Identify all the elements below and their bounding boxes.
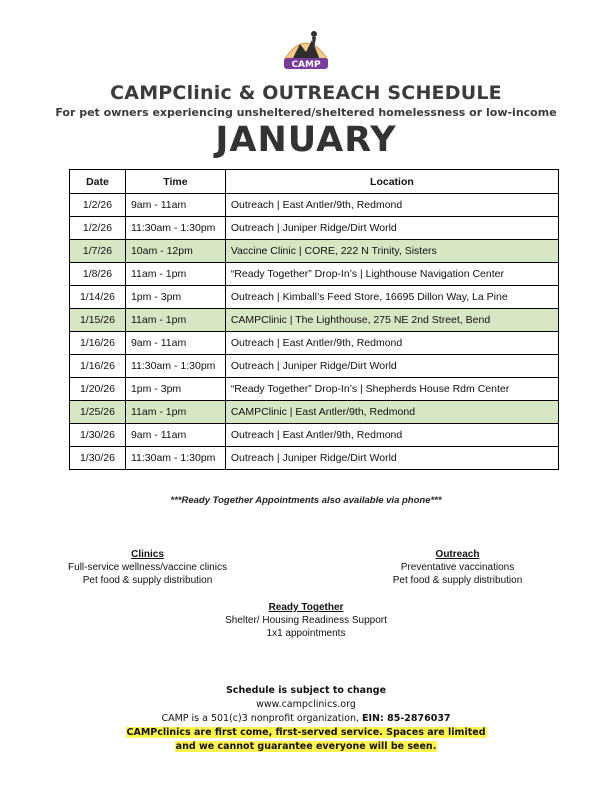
cell-date: 1/30/26 [70,447,126,470]
cell-time: 11:30am - 1:30pm [125,217,225,240]
table-row [70,240,559,263]
cell-location: Outreach | Juniper Ridge/Dirt World [225,355,558,378]
cell-location: Outreach | East Antler/9th, Redmond [225,194,558,217]
clinics-line: Pet food & supply distribution [82,575,213,586]
logo-text: CAMP [291,60,321,70]
cell-location: Outreach | Juniper Ridge/Dirt World [225,217,558,240]
website-link[interactable]: www.campclinics.org [256,699,356,710]
column-header-date: Date [70,170,126,194]
month-heading: JANUARY [215,120,397,160]
cell-date: 1/30/26 [70,424,126,447]
cell-time: 9am - 11am [125,332,225,355]
camp-logo [278,24,334,76]
outreach-section [355,548,560,587]
table-row [70,401,559,424]
cell-location: CAMPClinic | The Lighthouse, 275 NE 2nd Street, Bend [225,309,558,332]
cell-date: 1/16/26 [70,332,126,355]
cell-location: Outreach | Juniper Ridge/Dirt World [225,447,558,470]
cell-date: 1/20/26 [70,378,126,401]
schedule-table [69,169,559,470]
cell-location: Outreach | East Antler/9th, Redmond [225,332,558,355]
column-header-location: Location [225,170,558,194]
clinics-section [40,548,255,587]
cell-time: 11:30am - 1:30pm [125,447,225,470]
cell-time: 9am - 11am [125,194,225,217]
table-row [70,194,559,217]
clinics-line: Full-service wellness/vaccine clinics [68,562,227,573]
cell-location: Outreach | Kimball’s Feed Store, 16695 Dillon Way, La Pine [225,286,558,309]
cell-location: Vaccine Clinic | CORE, 222 N Trinity, Sisters [225,240,558,263]
footer [0,684,612,754]
first-come-warning-line1: CAMPclinics are first come, first-served service. Spaces are limited [126,727,486,738]
table-row [70,447,559,470]
phone-appointments-note: ***Ready Together Appointments also available via phone*** [170,495,442,506]
table-row [70,332,559,355]
cell-location: “Ready Together” Drop-In’s | Lighthouse Navigation Center [225,263,558,286]
cell-time: 1pm - 3pm [125,286,225,309]
cell-date: 1/8/26 [70,263,126,286]
cell-date: 1/2/26 [70,194,126,217]
table-row [70,217,559,240]
outreach-heading: Outreach [435,549,480,560]
cell-location: CAMPClinic | East Antler/9th, Redmond [225,401,558,424]
outreach-line: Preventative vaccinations [400,562,515,573]
cell-time: 11am - 1pm [125,263,225,286]
ready-together-heading: Ready Together [268,602,344,613]
table-row [70,286,559,309]
table-row [70,355,559,378]
outreach-line: Pet food & supply distribution [392,575,523,586]
cell-time: 10am - 12pm [125,240,225,263]
cell-date: 1/7/26 [70,240,126,263]
table-header-row [70,170,559,194]
cell-date: 1/15/26 [70,309,126,332]
first-come-warning-line2: and we cannot guarantee everyone will be seen. [175,741,437,752]
table-row [70,424,559,447]
ready-together-line: Shelter/ Housing Readiness Support [225,615,387,626]
table-row [70,309,559,332]
ready-together-line: 1x1 appointments [266,628,346,639]
schedule-change-notice: Schedule is subject to change [225,685,387,696]
cell-date: 1/2/26 [70,217,126,240]
cell-time: 11:30am - 1:30pm [125,355,225,378]
nonprofit-line [0,712,612,726]
cell-time: 1pm - 3pm [125,378,225,401]
cell-location: “Ready Together” Drop-In’s | Shepherds House Rdm Center [225,378,558,401]
cell-date: 1/25/26 [70,401,126,424]
cell-location: Outreach | East Antler/9th, Redmond [225,424,558,447]
cell-date: 1/16/26 [70,355,126,378]
ready-together-section [206,601,406,640]
clinics-heading: Clinics [131,549,164,560]
cell-time: 11am - 1pm [125,401,225,424]
page-subtitle: For pet owners experiencing unsheltered/sheltered homelessness or low-income [55,106,557,119]
page-title: CAMPClinic & OUTREACH SCHEDULE [110,82,502,104]
ein-number: EIN: 85-2876037 [362,713,451,724]
cell-time: 11am - 1pm [125,309,225,332]
cell-date: 1/14/26 [70,286,126,309]
column-header-time: Time [125,170,225,194]
table-row [70,263,559,286]
table-row [70,378,559,401]
nonprofit-text: CAMP is a 501(c)3 nonprofit organization, [161,713,363,724]
cell-time: 9am - 11am [125,424,225,447]
